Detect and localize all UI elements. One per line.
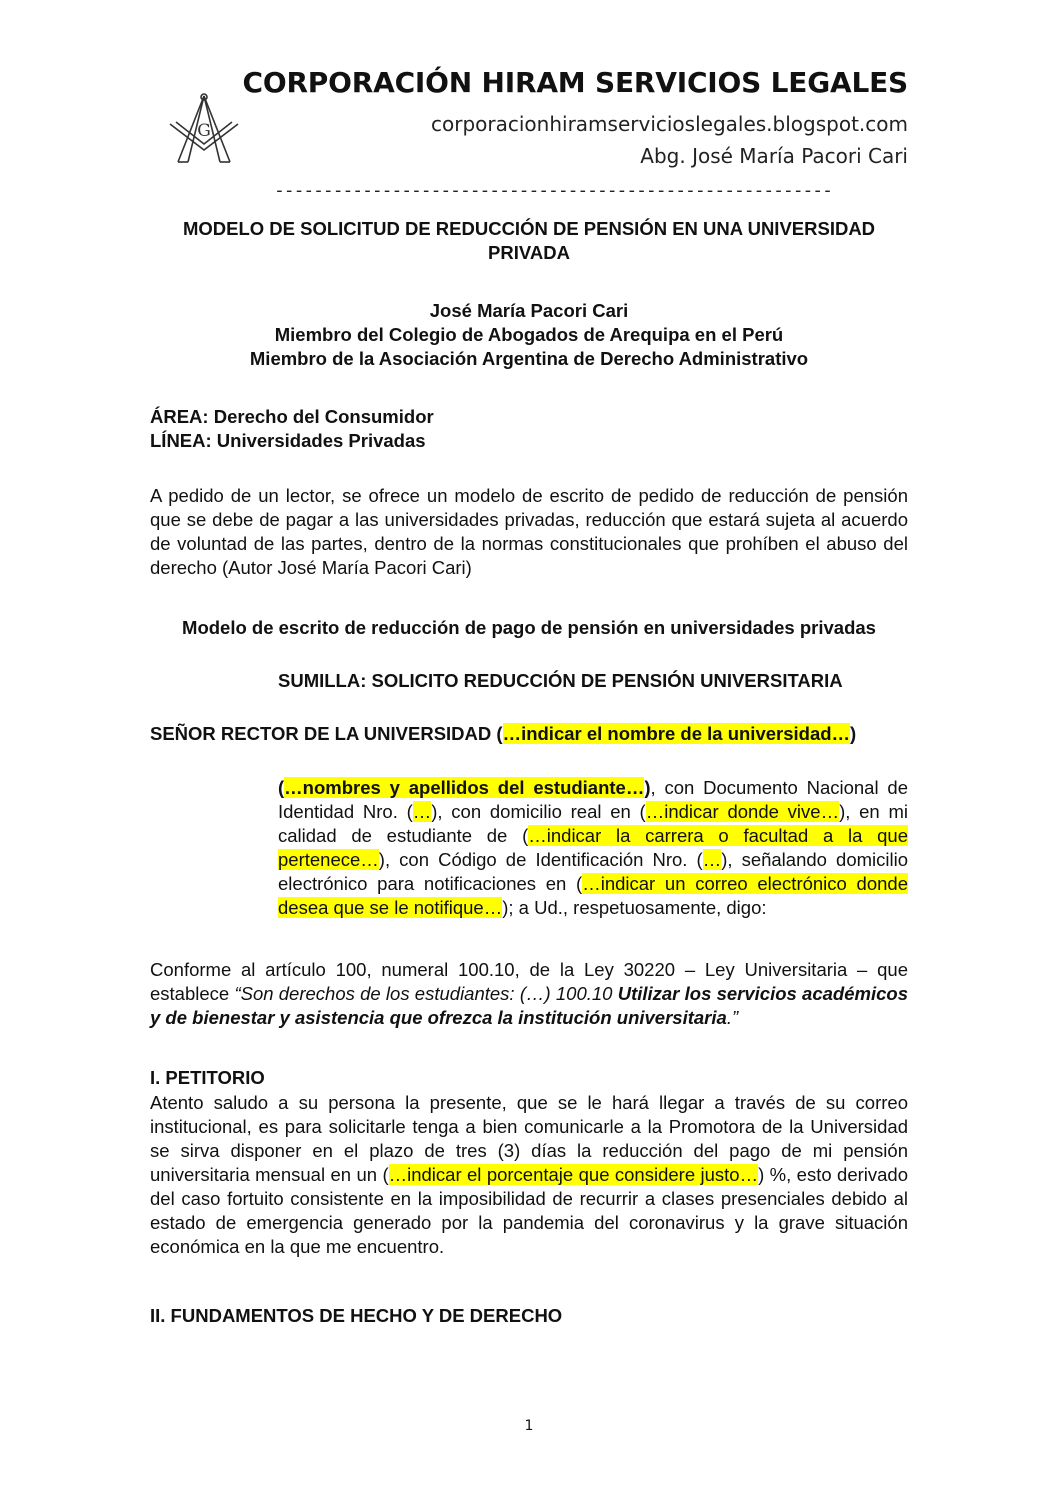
- identification-text-1: , con Documento Nacional de Identidad Nro. (: [278, 777, 908, 822]
- placeholder-code: …: [702, 849, 722, 870]
- document-title: MODELO DE SOLICITUD DE REDUCCIÓN DE PENSIÓN EN UNA UNIVERSIDAD PRIVADA: [182, 218, 876, 263]
- masonic-square-compass-icon: [166, 92, 242, 168]
- author-membership-1: Miembro del Colegio de Abogados de Arequipa en el Perú: [274, 324, 784, 345]
- author-line: Abg. José María Pacori Cari: [640, 144, 908, 168]
- linea-label: LÍNEA: Universidades Privadas: [150, 430, 426, 451]
- placeholder-dni: …: [412, 801, 432, 822]
- petitorio-paragraph: Atento saludo a su persona la presente, que se le hará llegar a través de su correo institucional, es para solicitarle tenga a bien comunicarle a la Promotora de la Universidad se sirva disponer en el plazo de tres (3) días la reducción del pago de mi pensión universitaria mensual en un (…indicar el porcentaje que considere justo…) %, esto derivado del caso fortuito consistente en la imposibilidad de recurrir a clases presenciales debido al estado de emergencia generado por la pandemia del coronavirus y la grave situación económica en la que me encuentro.: [150, 1092, 908, 1257]
- placeholder-address: …indicar donde vive…: [645, 801, 840, 822]
- author-block: [150, 299, 908, 371]
- placeholder-percentage: …indicar el porcentaje que considere justo…: [388, 1164, 759, 1185]
- corporation-name: CORPORACIÓN HIRAM SERVICIOS LEGALES: [242, 66, 908, 99]
- page-number: 1: [524, 1418, 534, 1434]
- author-name: José María Pacori Cari: [429, 300, 629, 321]
- placeholder-university-name: …indicar el nombre de la universidad…: [502, 723, 851, 744]
- blog-url: corporacionhiramservicioslegales.blogspot.com: [431, 112, 908, 136]
- conforme-paragraph: Conforme al artículo 100, numeral 100.10, de la Ley 30220 – Ley Universitaria – que establece “Son derechos de los estudiantes: (…) 100.10 Utilizar los servicios académicos y de bienestar y asistencia que ofrezca la institución universitaria.”: [150, 959, 908, 1028]
- svg-text:G: G: [197, 121, 211, 141]
- intro-paragraph: A pedido de un lector, se ofrece un modelo de escrito de pedido de reducción de pensión que se debe de pagar a las universidades privadas, reducción que estará sujeta al acuerdo de voluntad de las partes, dentro de la normas constitucionales que prohíben el abuso del derecho (Autor José María Pacori Cari): [150, 485, 908, 578]
- placeholder-student-name: …nombres y apellidos del estudiante…: [284, 777, 645, 798]
- author-membership-2: Miembro de la Asociación Argentina de Derecho Administrativo: [249, 348, 809, 369]
- identification-paragraph: (…nombres y apellidos del estudiante…), con Documento Nacional de Identidad Nro. (…), con domicilio real en (…indicar donde vive…), en mi calidad de estudiante de (…indicar la carrera o facultad a la que pertenece…), con Código de Identificación Nro. (…), señalando domicilio electrónico para notificaciones en (…indicar un correo electrónico donde desea que se le notifique…); a Ud., respetuosamente, digo:: [278, 777, 908, 918]
- separator-line: ---------------------------------------------------------: [274, 180, 832, 201]
- model-heading: Modelo de escrito de reducción de pago de pensión en universidades privadas: [182, 617, 876, 638]
- placeholder-faculty: …indicar la carrera o facultad a la que pertenece…: [278, 825, 908, 870]
- placeholder-email: …indicar un correo electrónico donde desea que se le notifique…: [278, 873, 908, 918]
- addressee: SEÑOR RECTOR DE LA UNIVERSIDAD (…indicar el nombre de la universidad…): [150, 723, 857, 744]
- area-label: ÁREA: Derecho del Consumidor: [150, 406, 434, 427]
- meta-block: [150, 405, 908, 453]
- petitorio-heading: I. PETITORIO: [150, 1067, 265, 1088]
- sumilla: SUMILLA: SOLICITO REDUCCIÓN DE PENSIÓN UNIVERSITARIA: [278, 670, 843, 691]
- fundamentos-heading: II. FUNDAMENTOS DE HECHO Y DE DERECHO: [150, 1305, 563, 1326]
